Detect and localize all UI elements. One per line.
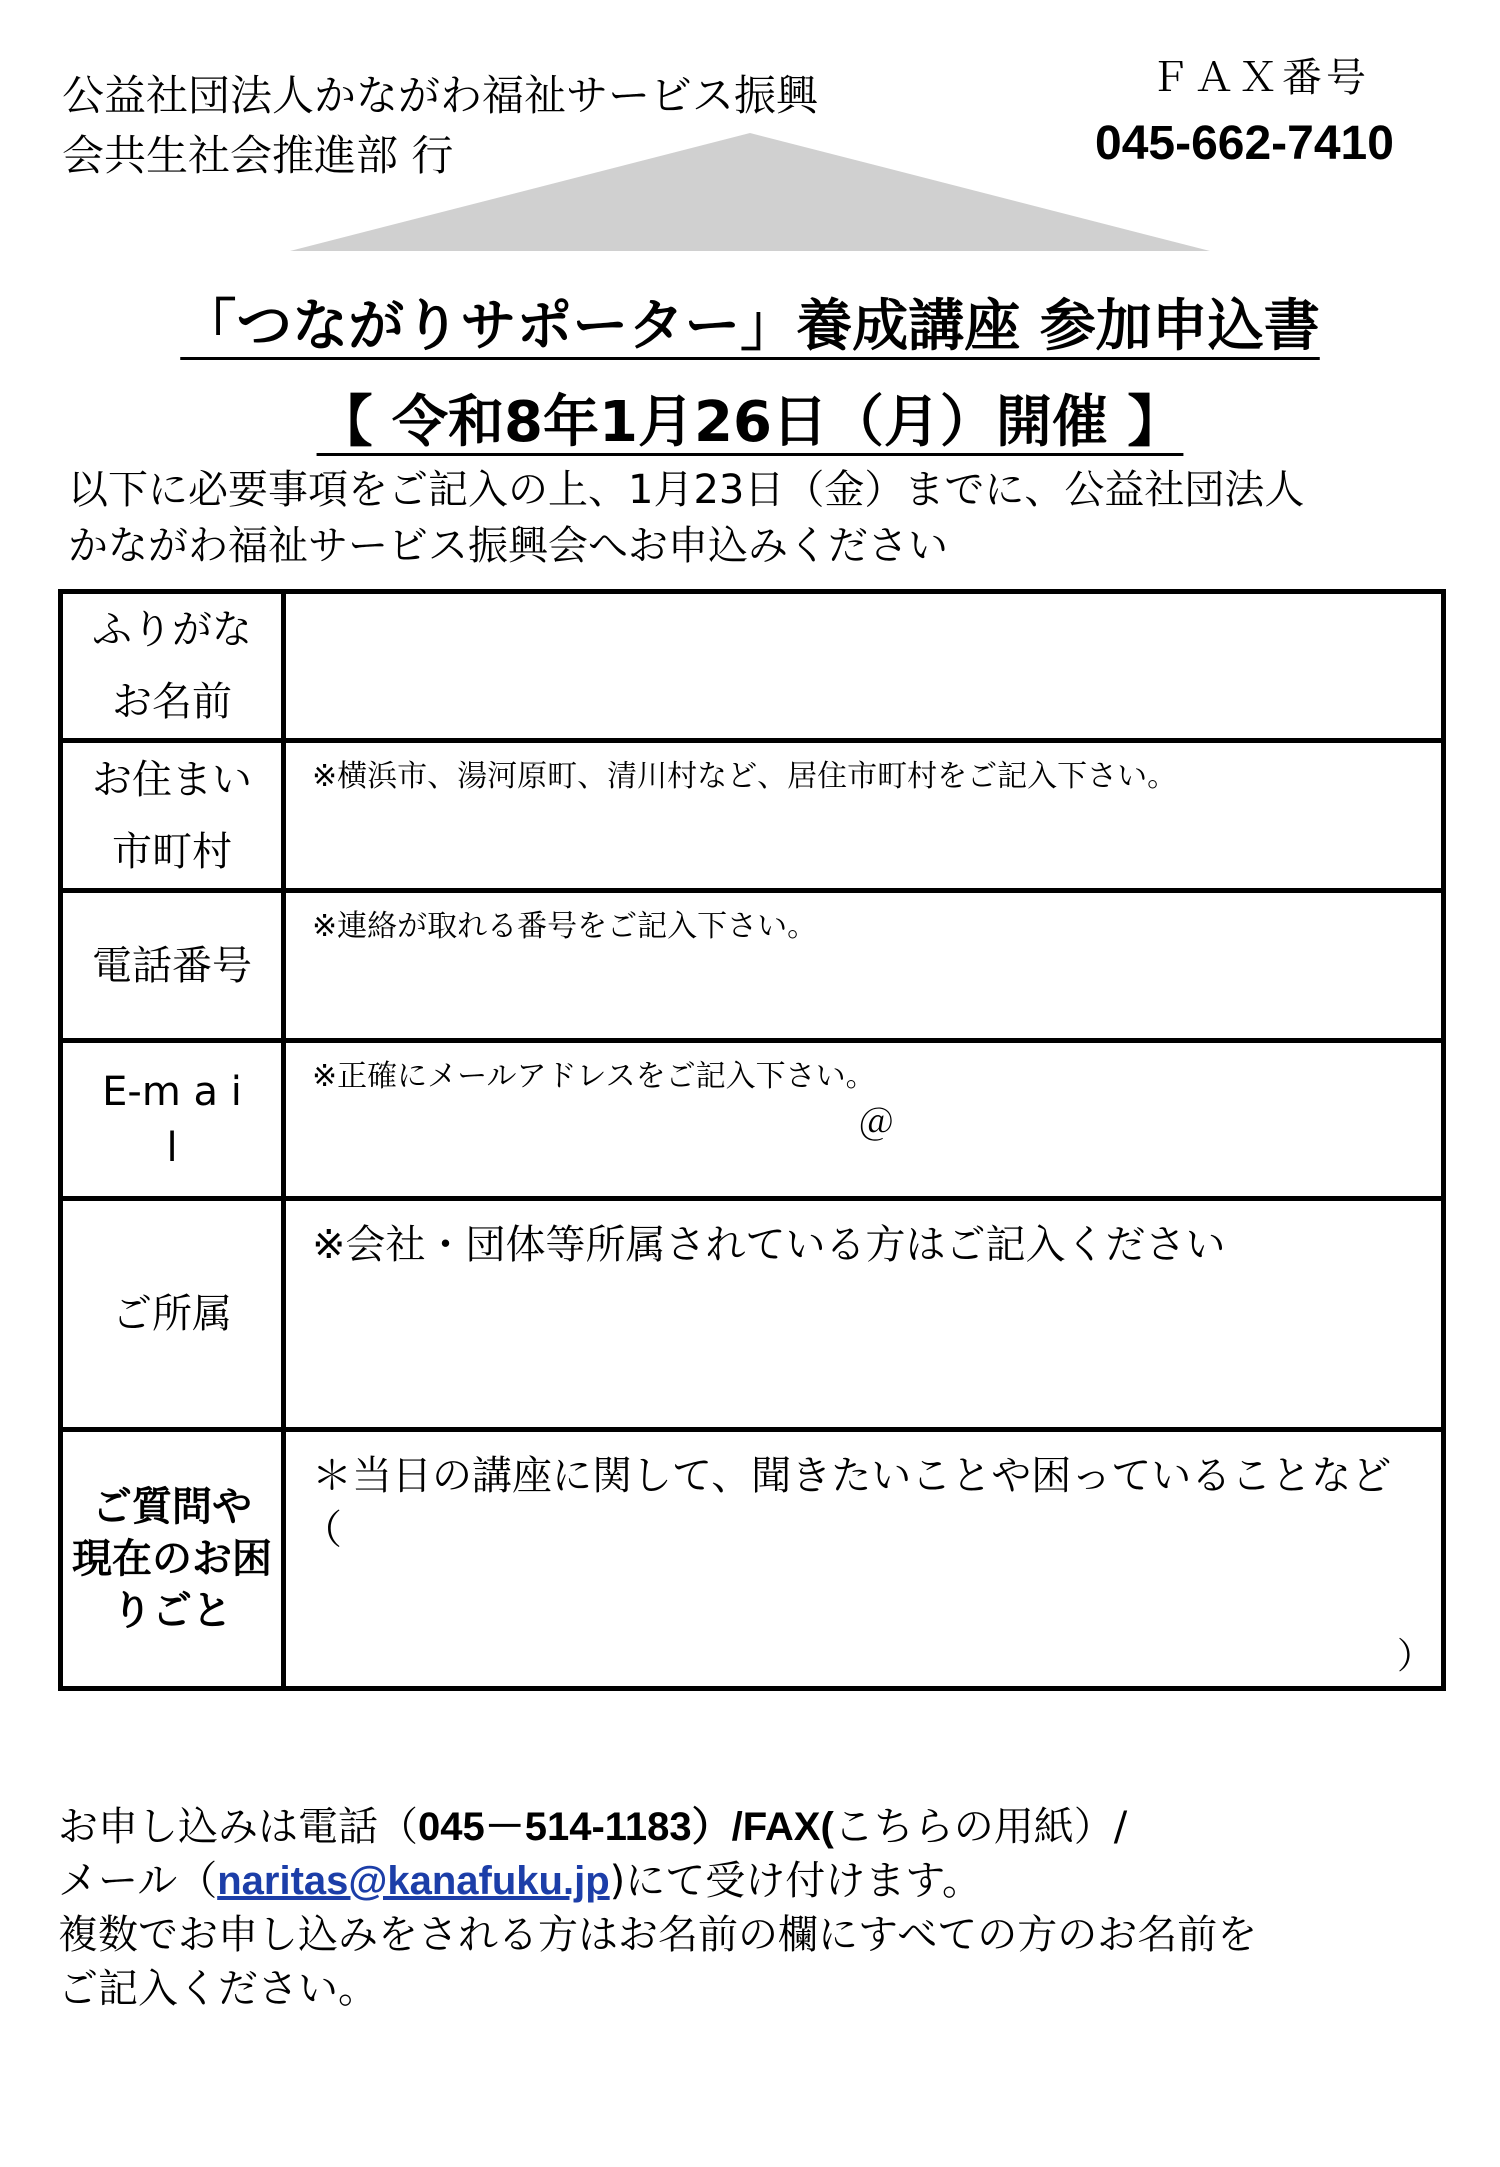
city-field[interactable] — [286, 743, 1441, 888]
name-label — [63, 594, 286, 738]
affiliation-label-text: ご所属 — [112, 1291, 232, 1337]
name-row — [63, 594, 1441, 743]
affiliation-row — [63, 1201, 1441, 1432]
instruction — [68, 462, 1448, 574]
fax-number: 045-662-7410 — [1095, 117, 1394, 170]
application-form — [58, 589, 1446, 1691]
city-label — [63, 743, 286, 888]
footer-line-1-prefix: お申し込みは電話（ — [58, 1804, 418, 1850]
email-field[interactable] — [286, 1043, 1441, 1196]
form-title-text: 「つながりサポーター」養成講座 参加申込書 — [180, 294, 1320, 359]
at-sign: ＠ — [858, 1103, 895, 1144]
affiliation-note: ※会社・団体等所属されている方はご記入ください — [312, 1222, 1226, 1268]
event-date-text: 【 令和8年1月26日（月）開催 】 — [316, 390, 1184, 455]
footer-notes — [58, 1800, 1458, 2016]
question-label — [63, 1432, 286, 1686]
city-label-line-2: 市町村 — [112, 828, 232, 875]
footer-line-1 — [58, 1800, 1458, 1854]
question-note: ＊当日の講座に関して、聞きたいことや困っていることなど — [312, 1453, 1392, 1499]
phone-row — [63, 893, 1441, 1043]
close-paren: ） — [1396, 1636, 1433, 1677]
question-label-line-2: 現在のお困 — [72, 1536, 272, 1582]
email-note: ※正確にメールアドレスをご記入下さい。 — [312, 1059, 876, 1094]
form-title — [0, 282, 1500, 362]
email-label — [63, 1043, 286, 1196]
name-field[interactable] — [286, 594, 1441, 738]
email-row — [63, 1043, 1441, 1201]
footer-fax-prefix: ）/FAX( — [691, 1805, 834, 1849]
email-label-line-1: E-m a i — [102, 1068, 242, 1115]
city-note: ※横浜市、湯河原町、清川村など、居住市町村をご記入下さい。 — [312, 759, 1178, 794]
contact-phone: 045－514-1183 — [418, 1805, 692, 1849]
question-label-line-1: ご質問や — [92, 1484, 252, 1530]
question-label-line-3: りごと — [112, 1588, 232, 1634]
footer-line-2-suffix: )にて受け付けます。 — [609, 1858, 983, 1904]
phone-field[interactable] — [286, 893, 1441, 1038]
phone-label — [63, 893, 286, 1038]
instruction-line-1: 以下に必要事項をご記入の上、1月23日（金）までに、公益社団法人 — [68, 467, 1305, 513]
fax-label: ＦＡＸ番号 — [1150, 55, 1370, 101]
name-label-text: お名前 — [112, 679, 232, 725]
open-paren: （ — [302, 1507, 342, 1553]
event-date — [0, 378, 1500, 458]
question-row — [63, 1432, 1441, 1686]
footer-line-2 — [58, 1854, 1458, 1908]
phone-label-text: 電話番号 — [92, 942, 252, 989]
email-label-line-2: l — [166, 1124, 178, 1171]
furigana-label: ふりがな — [92, 607, 252, 653]
phone-note: ※連絡が取れる番号をご記入下さい。 — [312, 909, 818, 944]
affiliation-field[interactable] — [286, 1201, 1441, 1427]
affiliation-label — [63, 1201, 286, 1427]
instruction-line-2: かながわ福祉サービス振興会へお申込みください — [68, 523, 948, 569]
contact-email-link[interactable]: naritas@kanafuku.jp — [217, 1859, 610, 1903]
arrow-up-shape — [290, 133, 1210, 251]
issuer-line-2: 会共生社会推進部 行 — [62, 131, 454, 180]
footer-line-4: ご記入ください。 — [58, 1966, 378, 2012]
question-field[interactable] — [286, 1432, 1441, 1686]
footer-line-2-prefix: メール（ — [58, 1858, 218, 1904]
footer-line-1-suffix: こちらの用紙）/ — [833, 1804, 1128, 1850]
city-row — [63, 743, 1441, 893]
city-label-line-1: お住まい — [92, 756, 252, 803]
footer-line-3: 複数でお申し込みをされる方はお名前の欄にすべての方のお名前を — [58, 1912, 1258, 1958]
issuer-line-1: 公益社団法人かながわ福祉サービス振興 — [62, 71, 819, 120]
